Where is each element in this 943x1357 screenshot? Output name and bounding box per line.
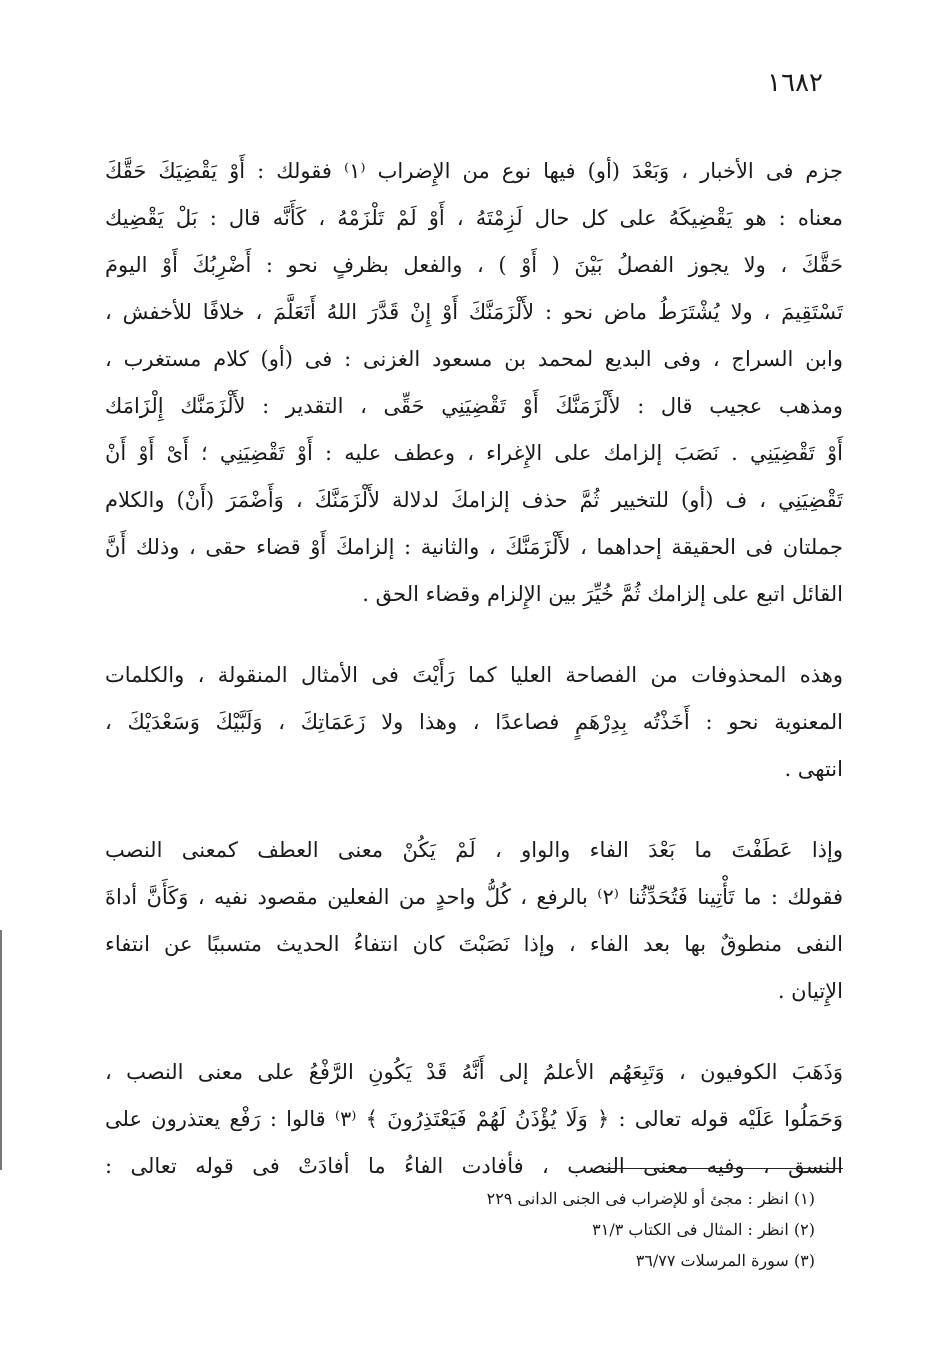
text-line: وابن السراج ، وفى البديع لمحمد بن مسعود الغزنى : فى (أو) كلام مستغرب ، <box>105 347 843 371</box>
text-line: ومذهب عجيب قال : لأَلْزَمَنَّكَ أَوْ تَقْضِيَنِي حَقِّى ، التقدير : لأَلْزَمَنَّك إِلْزَامَك <box>105 394 843 418</box>
text-line: وَذَهَبَ الكوفيون ، وَتَبِعَهُم الأعلمُ إلى أَنَّهُ قَدْ يَكُونِ الرَّفْعُ على معنى النصب ، <box>105 1060 843 1084</box>
footnote: (٣) سورة المرسلات ٣٦/٧٧ <box>635 1251 815 1270</box>
text-line: فقولك : ما تَأْتِينا فَتُحَدِّثُنا ⁽٢⁾ بالرفع ، كُلُّ واحدٍ من الفعلين مقصود نفيه ، وَكَأَنَّ أداةَ <box>105 885 843 909</box>
paragraph <box>105 148 843 618</box>
text-line: جزم فى الأخبار ، وَبَعْدَ (أو) فيها نوع من الإِضراب ⁽١⁾ فقولك : أَوْ يَقْضِيَكَ حَقَّكَ <box>105 159 843 183</box>
text-line: المعنوية نحو : أَخَذْتُه بِدِرْهَمٍ فصاعدًا ، وهذا ولا زَعَمَاتِكَ ، وَلَبَّيْكَ وَسَعْدَيْكَ ، <box>105 710 843 734</box>
text-line: النفى منطوقٌ بها بعد الفاء ، وإذا نَصَبْتَ كان انتفاءُ الحديث متسببًا عن انتفاء <box>105 932 843 956</box>
main-text <box>105 148 843 1190</box>
text-line: تَسْتَقِيمَ ، ولا يُشْتَرَطُ ماض نحو : لأَلْزَمَنَّكَ أَوْ إِنْ قَدَّرَ اللهُ أَتَعَلَّمَ ، خلافًا للأخفش ، <box>105 300 843 324</box>
paragraph <box>105 827 843 1015</box>
text-line: القائل اتبع على إلزامك ثُمَّ خُيِّرَ بين الإِلزام وقضاء الحق . <box>362 582 843 606</box>
text-line: تَقْضِيَنِي ، ف (أو) للتخيير ثُمَّ حذف إلزامكَ لدلالة لأَلْزَمَنَّكَ ، وَأَضْمَرَ (أَنْ) والكلام <box>105 488 843 512</box>
text-line: النسق ، وفيه معنى النصب ، فأفادت الفاءُ ما أفادَتْ فى قوله تعالى : <box>105 1154 843 1178</box>
text-line: حَقَّكَ ، ولا يجوز الفصلُ بَيْنَ ( أَوْ ) ، والفعل بظرفٍ نحو : أَضْرِبُكَ أَوْ اليومَ <box>105 253 843 277</box>
text-line: معناه : هو يَقْضِيكَهُ على كل حال لَزِمْتَهُ ، أَوْ لَمْ تَلْزَمْهُ ، كَأَنَّه قال : بَلْ يَقْضِيك <box>105 206 843 230</box>
text-line: جملتان فى الحقيقة إحداهما ، لأَلْزَمَنَّكَ ، والثانية : إلزامكَ أَوْ قضاء حقى ، وذلك أَنَّ <box>105 535 843 559</box>
footnote-divider <box>601 1168 843 1169</box>
text-line: انتهى . <box>784 757 843 781</box>
footnote: (٢) انظر : المثال فى الكتاب ٣١/٣ <box>592 1220 815 1239</box>
text-line: وَحَمَلُوا عَلَيْه قوله تعالى : ﴿ وَلَا يُؤْذَنُ لَهُمْ فَيَعْتَذِرُونَ ﴾ ⁽٣⁾ قالوا : رَفْع يعتذرون على <box>105 1107 844 1131</box>
text-line: الإِتيان . <box>777 979 843 1003</box>
footnotes <box>215 1183 815 1276</box>
text-line: أَوْ تَقْضِيَنِي . نَصَبَ إلزامك على الإِغراء ، وعطف عليه : أَوْ تَقْضِيَنِي ؛ أَىْ أَوْ أَنْ <box>105 441 843 465</box>
page-number: ١٦٨٢ <box>767 68 823 98</box>
text-line: وإذا عَطَفْتَ ما بَعْدَ الفاء والواو ، لَمْ يَكُنْ معنى العطف كمعنى النصب <box>105 838 843 862</box>
text-line: وهذه المحذوفات من الفصاحة العليا كما رَأَيْتَ فى الأمثال المنقولة ، والكلمات <box>105 663 843 687</box>
scan-edge-mark <box>0 930 2 1170</box>
paragraph <box>105 652 843 793</box>
footnote: (١) انظر : مجئ أو للإضراب فى الجنى الدانى ٢٢٩ <box>486 1189 815 1208</box>
